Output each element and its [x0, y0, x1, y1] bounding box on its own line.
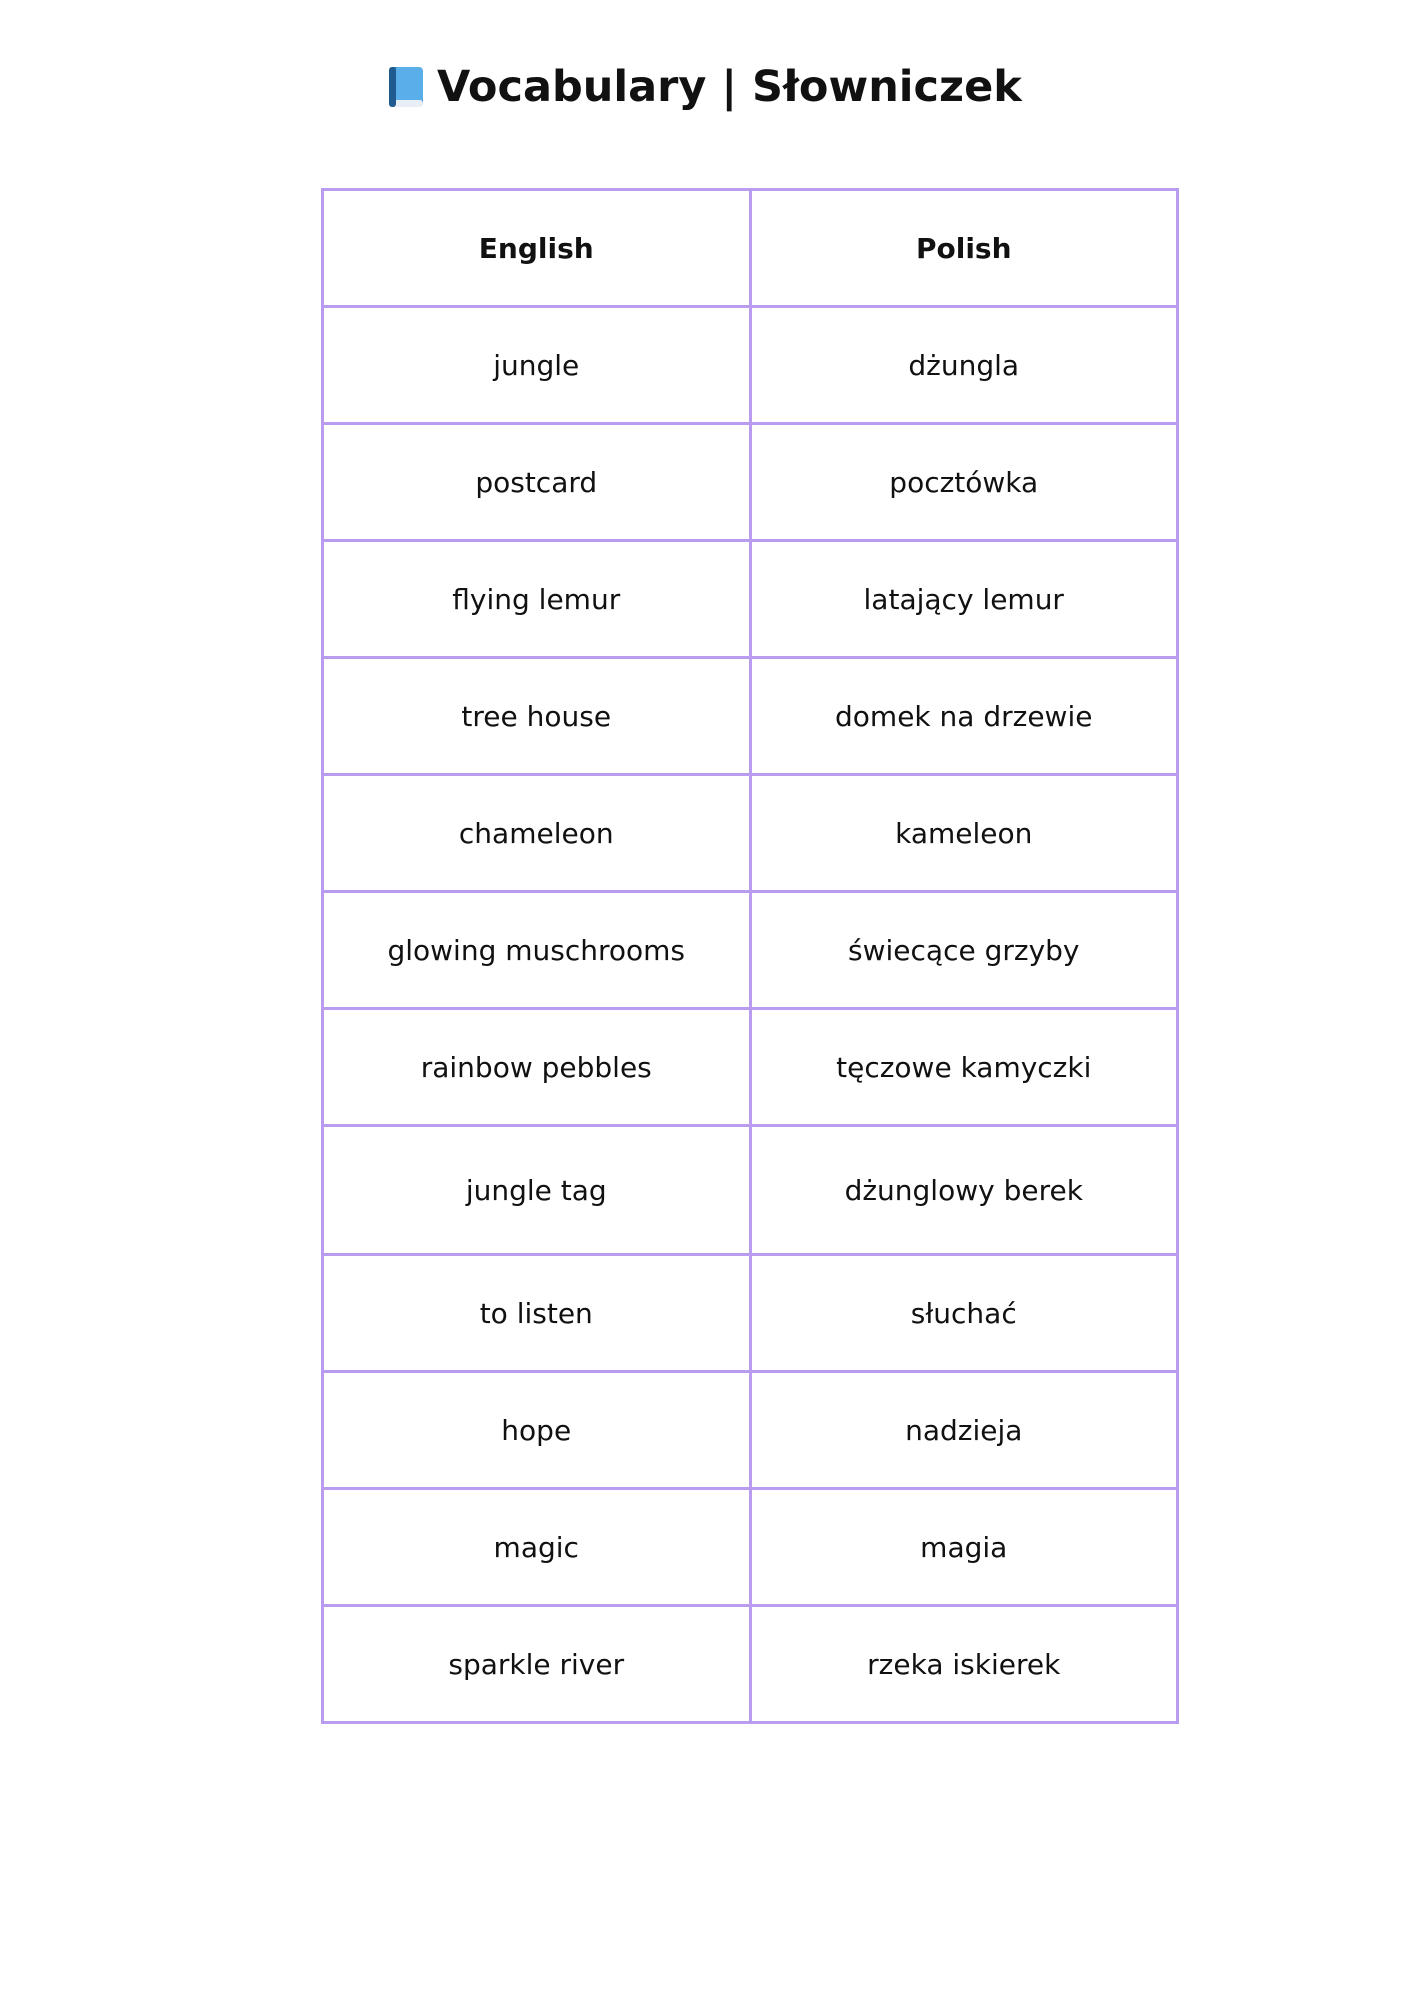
- table-row: [323, 1489, 1178, 1606]
- english-cell: tree house: [323, 658, 751, 775]
- polish-cell: latający lemur: [750, 541, 1178, 658]
- table-row: [323, 775, 1178, 892]
- title-text: Vocabulary | Słowniczek: [437, 62, 1022, 112]
- english-cell: glowing muschrooms: [323, 892, 751, 1009]
- english-cell: flying lemur: [323, 541, 751, 658]
- blue-book-icon: [385, 64, 427, 110]
- english-cell: rainbow pebbles: [323, 1009, 751, 1126]
- polish-cell: domek na drzewie: [750, 658, 1178, 775]
- vocabulary-table: [321, 188, 1179, 1724]
- english-cell: hope: [323, 1372, 751, 1489]
- header-english: English: [323, 190, 751, 307]
- table-row: [323, 1126, 1178, 1255]
- table-header-row: [323, 190, 1178, 307]
- english-cell: jungle tag: [323, 1126, 751, 1255]
- table-row: [323, 892, 1178, 1009]
- english-cell: to listen: [323, 1255, 751, 1372]
- polish-cell: pocztówka: [750, 424, 1178, 541]
- header-polish: Polish: [750, 190, 1178, 307]
- polish-cell: nadzieja: [750, 1372, 1178, 1489]
- polish-cell: tęczowe kamyczki: [750, 1009, 1178, 1126]
- table-row: [323, 1372, 1178, 1489]
- table-row: [323, 1255, 1178, 1372]
- polish-cell: słuchać: [750, 1255, 1178, 1372]
- polish-cell: świecące grzyby: [750, 892, 1178, 1009]
- table-row: [323, 307, 1178, 424]
- polish-cell: dżungla: [750, 307, 1178, 424]
- table-row: [323, 424, 1178, 541]
- polish-cell: kameleon: [750, 775, 1178, 892]
- english-cell: postcard: [323, 424, 751, 541]
- table-row: [323, 541, 1178, 658]
- english-cell: sparkle river: [323, 1606, 751, 1723]
- english-cell: magic: [323, 1489, 751, 1606]
- english-cell: chameleon: [323, 775, 751, 892]
- polish-cell: dżunglowy berek: [750, 1126, 1178, 1255]
- english-cell: jungle: [323, 307, 751, 424]
- table-row: [323, 658, 1178, 775]
- page-title: [385, 52, 1022, 122]
- polish-cell: magia: [750, 1489, 1178, 1606]
- table-row: [323, 1606, 1178, 1723]
- polish-cell: rzeka iskierek: [750, 1606, 1178, 1723]
- table-row: [323, 1009, 1178, 1126]
